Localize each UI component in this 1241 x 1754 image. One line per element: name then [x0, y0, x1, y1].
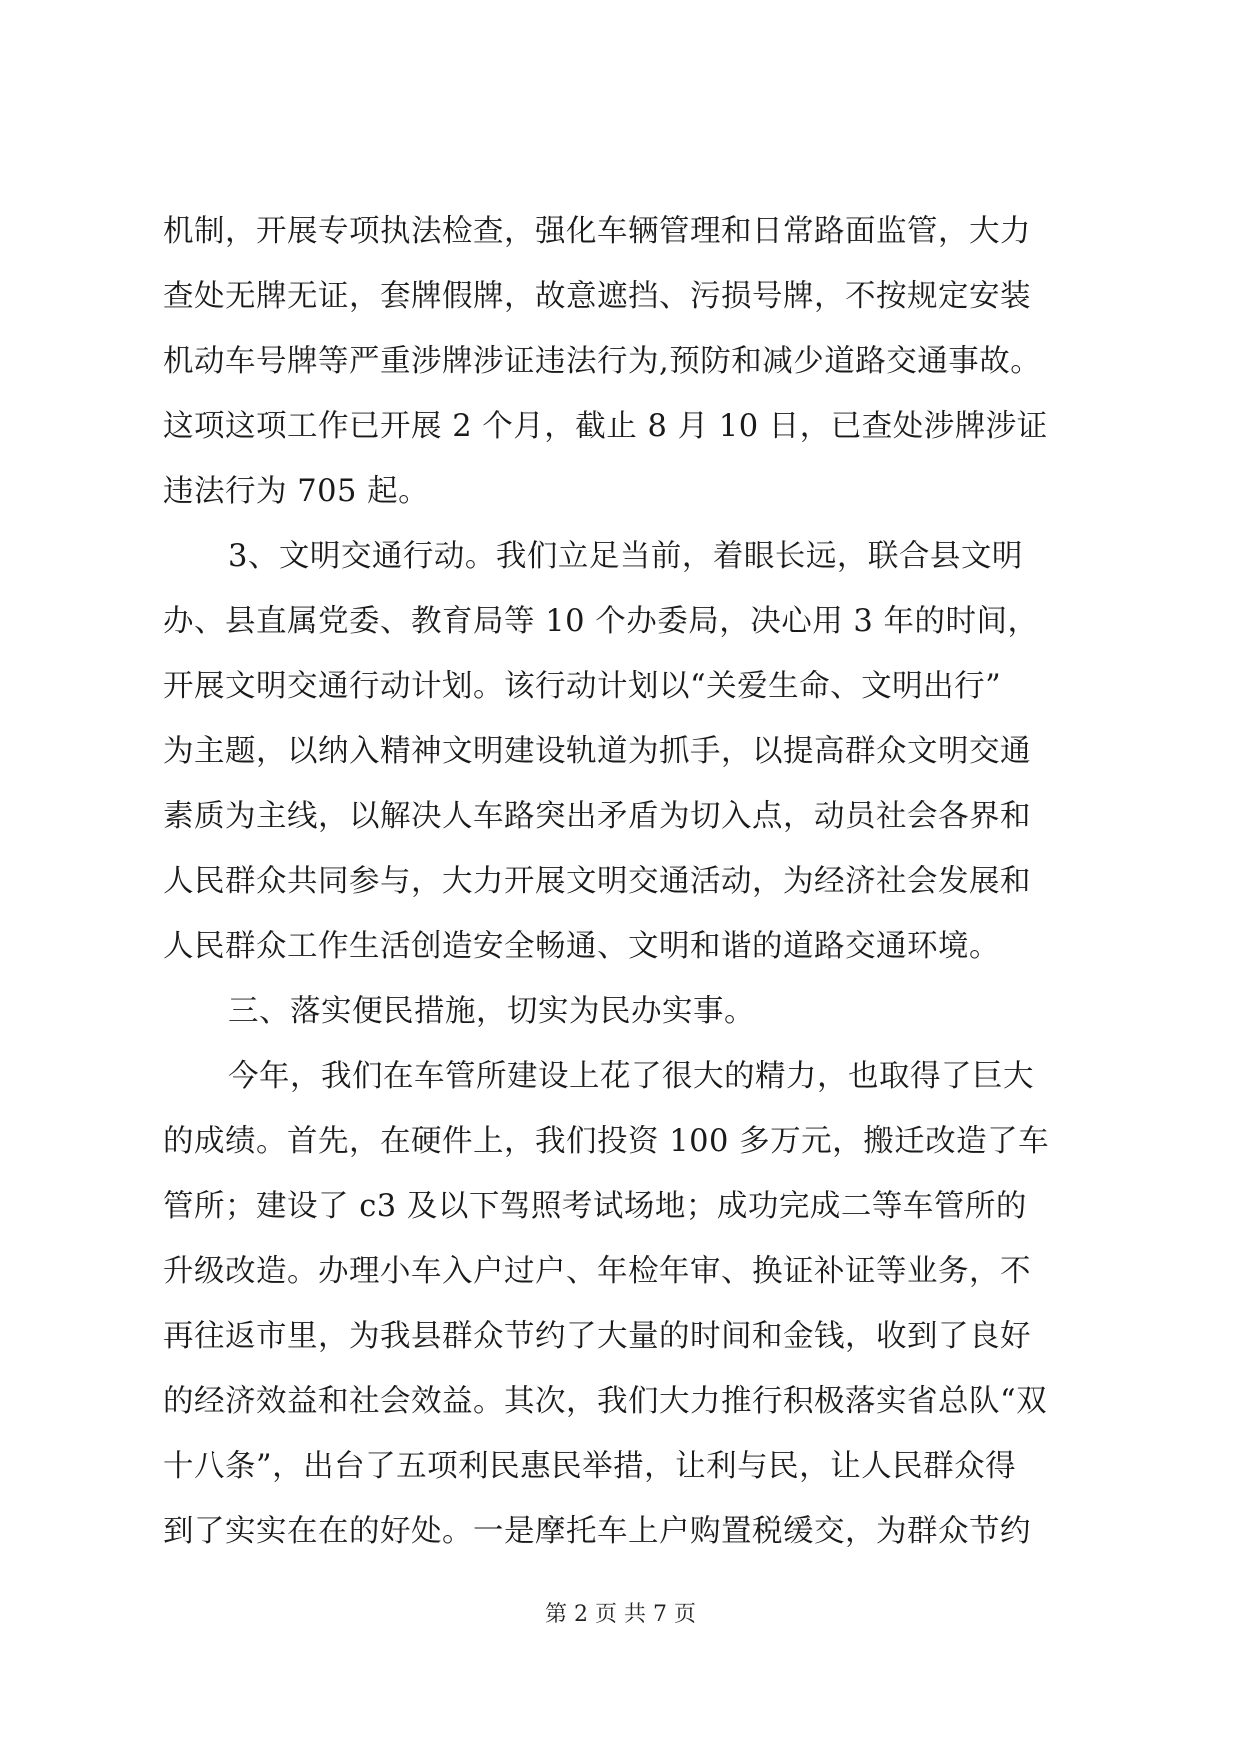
text-line: 机动车号牌等严重涉牌涉证违法行为,预防和减少道路交通事故。 — [163, 344, 1042, 379]
text-line: 开展文明交通行动计划。该行动计划以“关爱生命、文明出行” — [163, 669, 1002, 704]
page-number-footer: 第 2 页 共 7 页 — [545, 1602, 696, 1627]
text-line: 这项这项工作已开展 2 个月，截止 8 月 10 日，已查处涉牌涉证 — [163, 409, 1048, 444]
text-line: 人民群众共同参与，大力开展文明交通活动，为经济社会发展和 — [163, 864, 1031, 899]
text-line: 违法行为 705 起。 — [163, 474, 430, 509]
text-line: 机制，开展专项执法检查，强化车辆管理和日常路面监管，大力 — [163, 214, 1031, 249]
text-line: 到了实实在在的好处。一是摩托车上户购置税缓交，为群众节约 — [163, 1514, 1031, 1549]
text-line: 为主题，以纳入精神文明建设轨道为抓手，以提高群众文明交通 — [163, 734, 1031, 769]
text-line: 素质为主线，以解决人车路突出矛盾为切入点，动员社会各界和 — [163, 799, 1031, 834]
text-line: 十八条”，出台了五项利民惠民举措，让利与民，让人民群众得 — [163, 1449, 1017, 1484]
text-line: 办、县直属党委、教育局等 10 个办委局，决心用 3 年的时间， — [163, 604, 1039, 639]
text-line: 查处无牌无证，套牌假牌，故意遮挡、污损号牌，不按规定安装 — [163, 279, 1031, 314]
text-line: 的成绩。首先，在硬件上，我们投资 100 多万元，搬迁改造了车 — [163, 1124, 1050, 1159]
text-line: 人民群众工作生活创造安全畅通、文明和谐的道路交通环境。 — [163, 929, 1000, 964]
text-line: 升级改造。办理小车入户过户、年检年审、换证补证等业务，不 — [163, 1254, 1031, 1289]
text-line: 管所；建设了 c3 及以下驾照考试场地；成功完成二等车管所的 — [163, 1189, 1027, 1224]
text-line: 再往返市里，为我县群众节约了大量的时间和金钱，收到了良好 — [163, 1319, 1031, 1354]
paragraph-start-line: 今年，我们在车管所建设上花了很大的精力，也取得了巨大 — [228, 1059, 1034, 1094]
section-heading: 三、落实便民措施，切实为民办实事。 — [228, 994, 755, 1029]
text-line: 的经济效益和社会效益。其次，我们大力推行积极落实省总队“双 — [163, 1384, 1048, 1419]
paragraph-start-line: 3、文明交通行动。我们立足当前，着眼长远，联合县文明 — [228, 539, 1023, 574]
